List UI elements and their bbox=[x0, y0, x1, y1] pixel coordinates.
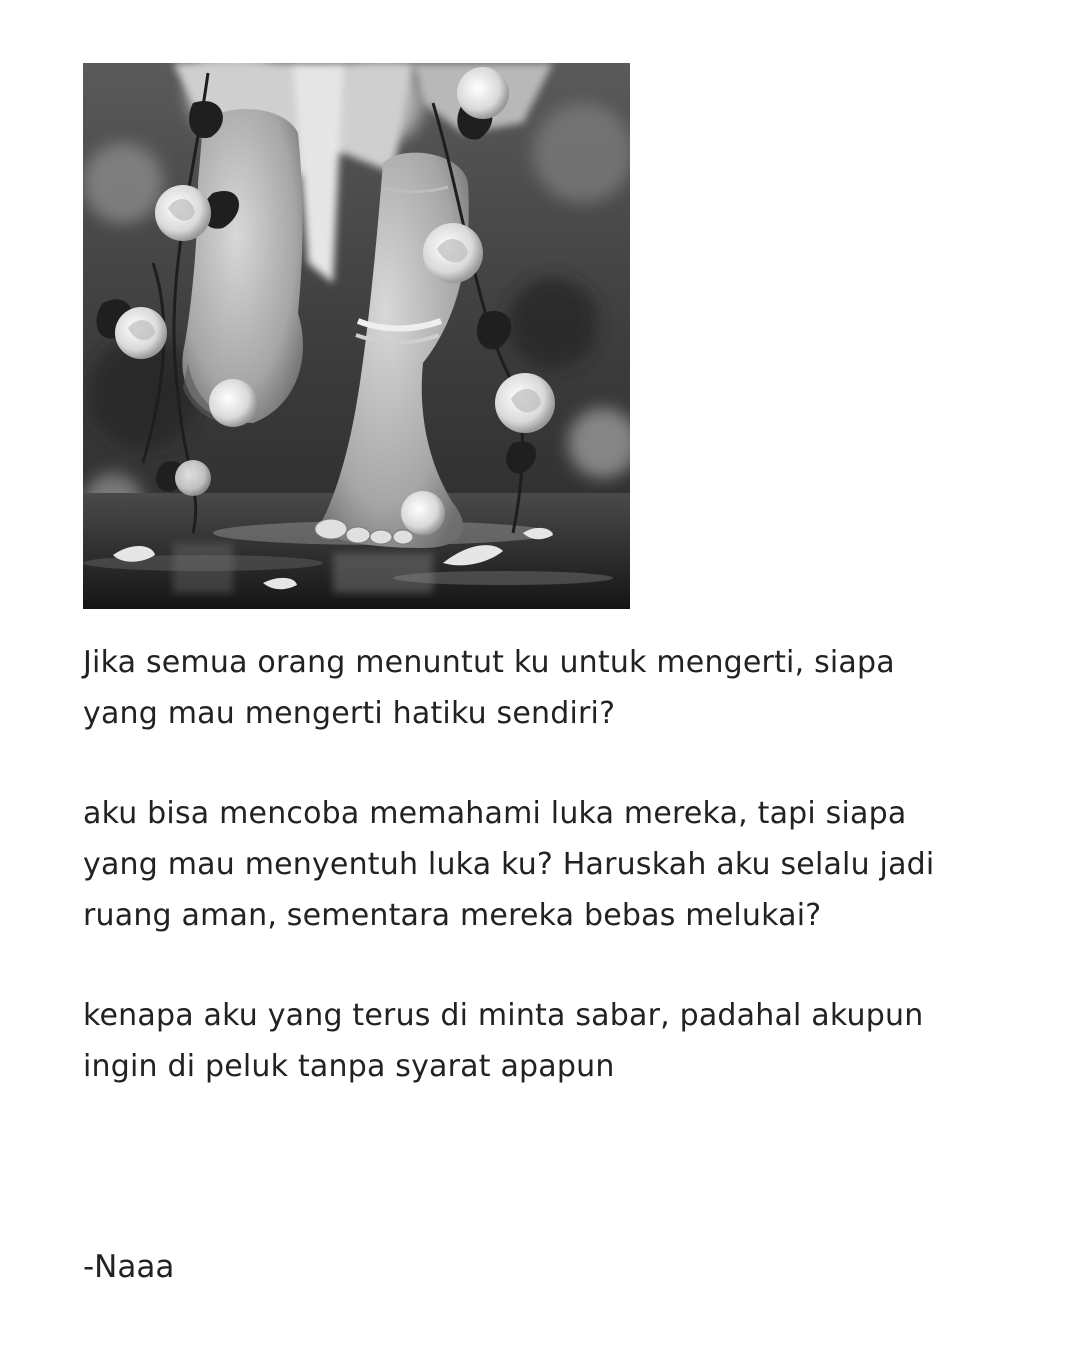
poem-line: aku bisa mencoba memahami luka mereka, tapi siapa bbox=[83, 796, 907, 831]
poem-line: Jika semua orang menuntut ku untuk mengerti, siapa bbox=[83, 645, 895, 680]
poem-line: yang mau mengerti hatiku sendiri? bbox=[83, 696, 616, 731]
poem-line: ruang aman, sementara mereka bebas melukai? bbox=[83, 898, 822, 933]
poem-stanza-1 bbox=[83, 637, 983, 739]
photo-feet-roses bbox=[83, 63, 630, 609]
poem-stanza-3 bbox=[83, 990, 983, 1092]
poem-line: ingin di peluk tanpa syarat apapun bbox=[83, 1049, 615, 1084]
poem-stanza-2 bbox=[83, 788, 983, 941]
poem-line: kenapa aku yang terus di minta sabar, padahal akupun bbox=[83, 998, 924, 1033]
poem-line: yang mau menyentuh luka ku? Haruskah aku selalu jadi bbox=[83, 847, 935, 882]
poem bbox=[83, 637, 983, 1092]
feet-roses-photo-icon bbox=[83, 63, 630, 609]
author-signature: -Naaa bbox=[83, 1249, 175, 1285]
